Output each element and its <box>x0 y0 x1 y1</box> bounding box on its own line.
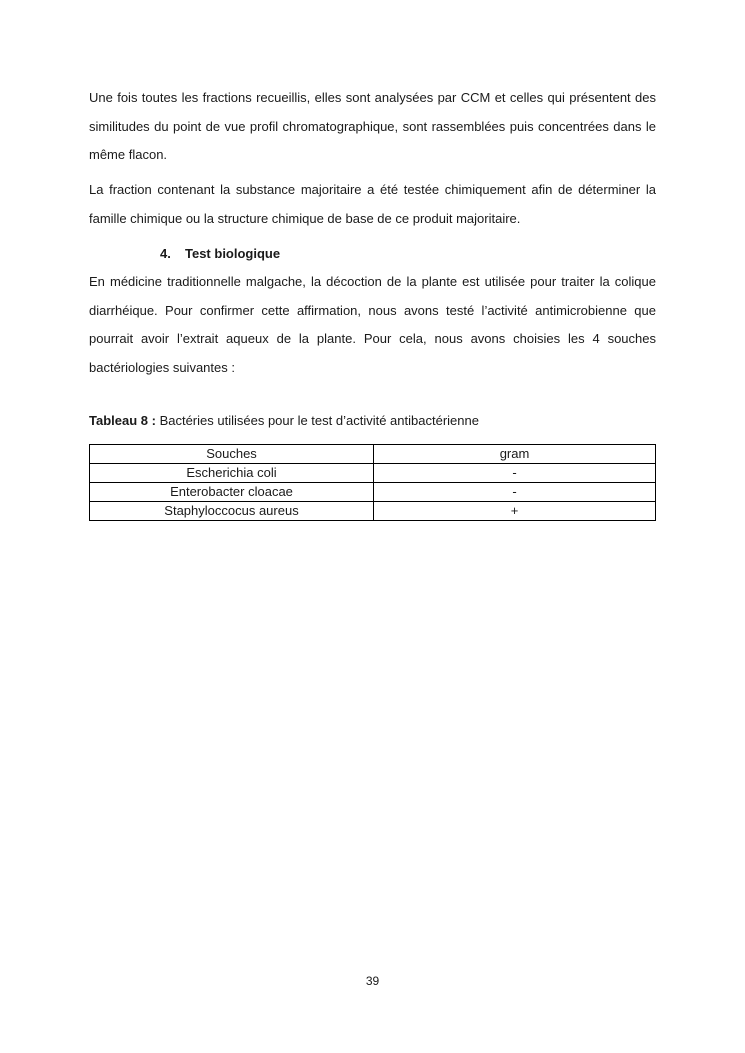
table-caption-label: Tableau 8 : <box>89 413 156 428</box>
table-cell-gram: - <box>374 483 656 502</box>
table-caption <box>89 413 479 428</box>
table-cell-strain: Escherichia coli <box>90 464 374 483</box>
section-number: 4. <box>160 246 171 261</box>
table-cell-strain: Staphyloccocus aureus <box>90 502 374 521</box>
paragraph-fractions-analysis: Une fois toutes les fractions recueillis, elles sont analysées par CCM et celles qui présentent des similitudes du point de vue profil chromatographique, sont rassemblées puis concentrées dans le même flacon. <box>89 90 656 162</box>
table-caption-text: Bactéries utilisées pour le test d’activité antibactérienne <box>155 413 479 428</box>
paragraph-chemical-test: La fraction contenant la substance majoritaire a été testée chimiquement afin de déterminer la famille chimique ou la structure chimique de base de ce produit majoritaire. <box>89 182 656 226</box>
paragraph-biological-test: En médicine traditionnelle malgache, la décoction de la plante est utilisée pour traiter la colique diarrhéique. Pour confirmer cette affirmation, nous avons testé l’activité antimicrobienne que pourrait avoir l’extrait aqueux de la plante. Pour cela, nous avons choisies les 4 souches bactériologies suivantes : <box>89 274 656 375</box>
table-header-souches: Souches <box>90 445 374 464</box>
section-heading <box>160 246 280 261</box>
table-row <box>90 483 656 502</box>
section-title: Test biologique <box>185 246 281 261</box>
table-row <box>90 464 656 483</box>
table-cell-gram: + <box>374 502 656 521</box>
table-cell-strain: Enterobacter cloacae <box>90 483 374 502</box>
table-cell-gram: - <box>374 464 656 483</box>
table-row <box>90 502 656 521</box>
page-number: 39 <box>365 974 380 988</box>
table-header-gram: gram <box>374 445 656 464</box>
table-header-row <box>90 445 656 464</box>
bacteria-table <box>89 444 656 521</box>
